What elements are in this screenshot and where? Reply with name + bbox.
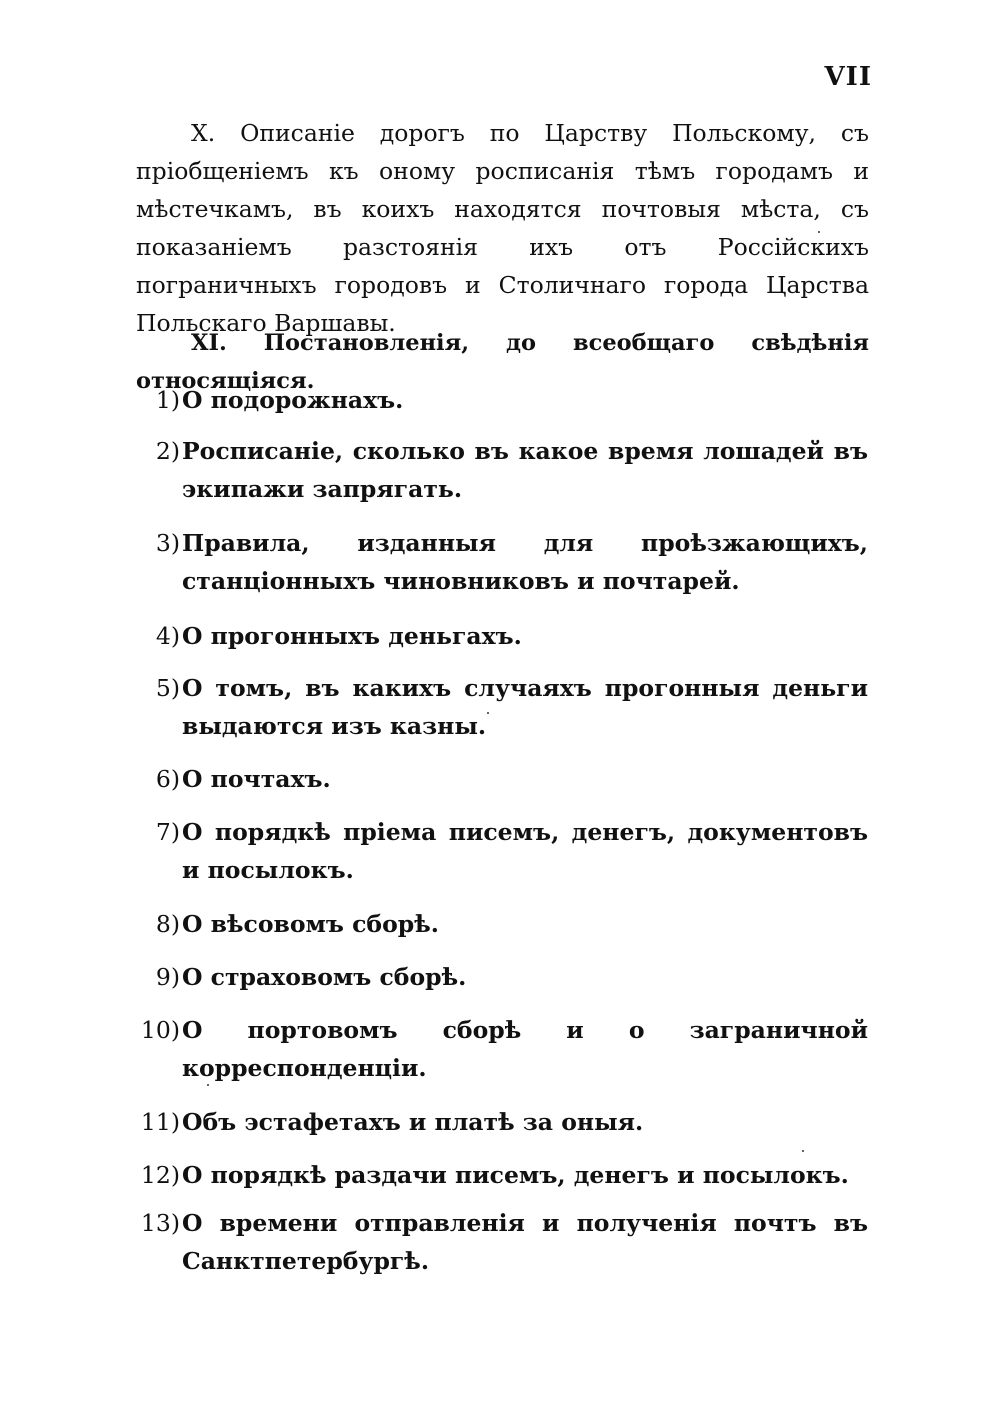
section-x-paragraph: X. Описаніе дорогъ по Царству Польскому, съ пріобщеніемъ къ оному росписанія тѣмъ городамъ и мѣстечкамъ, въ коихъ находятся почтовыя мѣста, съ показаніемъ разстоянія ихъ отъ Россійскихъ пограничныхъ городовъ и Столичнаго города Царства Польскаго Варшавы.: [136, 119, 869, 337]
item-text: О вѣсовомъ сборѣ.: [182, 910, 439, 938]
item-text: Правила, изданныя для проѣзжающихъ, станціонныхъ чиновниковъ и почтарей.: [182, 529, 868, 595]
item-text: О прогонныхъ деньгахъ.: [182, 622, 522, 650]
item-number: 11): [140, 1108, 180, 1136]
item-number: 1): [155, 386, 180, 414]
print-speck: [487, 712, 489, 714]
item-text: О портовомъ сборѣ и о заграничной корреспонденціи.: [182, 1016, 868, 1082]
item-number: 9): [155, 963, 180, 991]
item-number: 4): [155, 622, 180, 650]
item-number: 2): [155, 437, 180, 465]
print-speck: [207, 1084, 209, 1086]
print-speck: [818, 231, 820, 233]
item-number: 8): [155, 910, 180, 938]
print-speck: [802, 1150, 804, 1152]
item-number: 10): [140, 1016, 180, 1044]
item-number: 12): [140, 1161, 180, 1189]
item-text: О порядкѣ пріема писемъ, денегъ, документовъ и посылокъ.: [182, 818, 868, 884]
item-text: О порядкѣ раздачи писемъ, денегъ и посылокъ.: [182, 1161, 849, 1189]
item-number: 3): [155, 529, 180, 557]
item-number: 13): [140, 1209, 180, 1237]
item-text: О почтахъ.: [182, 765, 331, 793]
page-number: VII: [824, 62, 872, 92]
item-number: 5): [155, 674, 180, 702]
item-text: О страховомъ сборѣ.: [182, 963, 467, 991]
item-text: Росписаніе, сколько въ какое время лошадей въ экипажи запрягать.: [182, 437, 868, 503]
item-text: О времени отправленія и полученія почтъ въ Санктпетербургѣ.: [182, 1209, 868, 1275]
item-text: О подорожнахъ.: [182, 386, 404, 414]
item-text: Объ эстафетахъ и платѣ за оныя.: [182, 1108, 644, 1136]
section-xi-heading: XI. Постановленія, до всеобщаго свѣдѣнія относящіяся.: [136, 330, 869, 394]
item-text: О томъ, въ какихъ случаяхъ прогонныя деньги выдаются изъ казны.: [182, 674, 868, 740]
item-number: 6): [155, 765, 180, 793]
item-number: 7): [155, 818, 180, 846]
